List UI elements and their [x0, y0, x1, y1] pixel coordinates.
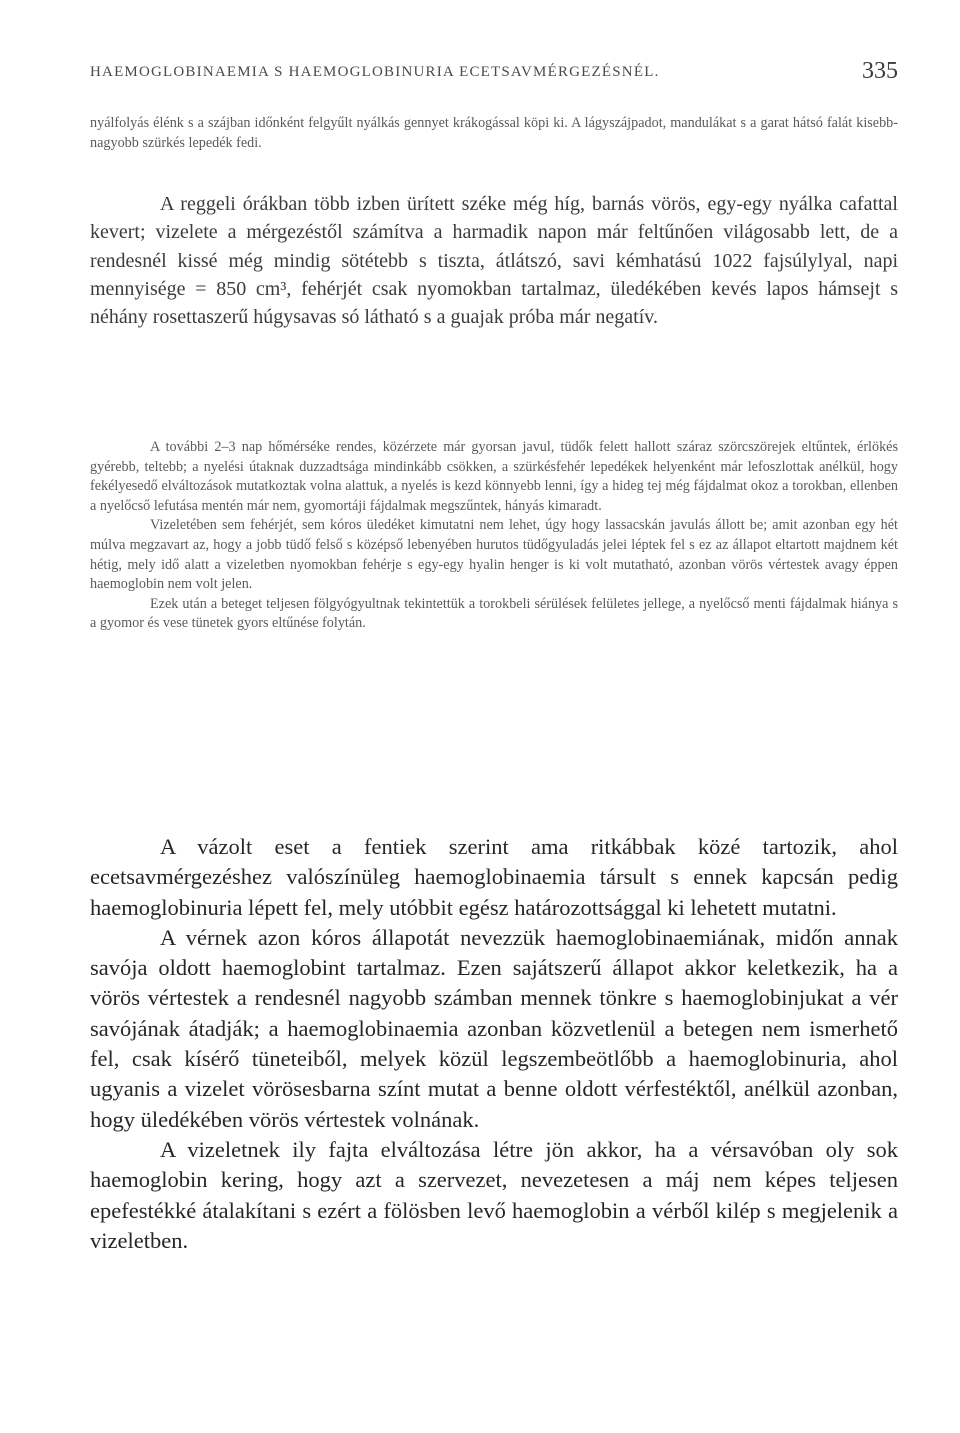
morning-paragraph: A reggeli órákban több izben ürített széke még híg, barnás vörös, egy-egy nyálka cafattal kevert; vizelete a mérgezéstől számítva a harmadik napon már feltűnően világosabb lett, de a rendesnél kissé még mindig sötétebb s tiszta, átlátszó, savi kémhatású 1022 fajsúlylyal, napi mennyisége = 850 cm³, fehérjét csak nyomokban tartalmaz, üledékében kevés lapos hámsejt s néhány rosettaszerű húgysavas só látható s a guajak próba már negatív. [90, 193, 898, 329]
running-head: HAEMOGLOBINAEMIA S HAEMOGLOBINURIA ECETSAVMÉRGEZÉSNÉL. [90, 64, 660, 80]
definition-paragraph: A vérnek azon kóros állapotát nevezzük haemoglobinaemiának, midőn annak savója oldott haemoglobint tartalmaz. Ezen sajátszerű állapot akkor keletkezik, ha a vörös vértestek a rendesnél nagyobb számban mennek tönkre s haemoglobinjukat a vér savójának átadják; a haemoglobinaemia azonban közvetlenül a betegen nem ismerhető fel, csak kísérő tüneteiből, melyek közül legszembeötlőbb a haemoglobinuria, ahol ugyanis a vizelet vörösesbarna színt mutat a benne oldott vérfestéktől, anélkül azonban, hogy üledékében vörös vértestek volnának. [90, 924, 898, 1132]
mechanism-paragraph: A vizeletnek ily fajta elváltozása létre jön akkor, ha a vérsavóban oly sok haemoglobin kering, hogy azt a szervezet, nevezetesen a máj nem képes teljesen epefestékké átalakítani s ezért a fölösben levő haemoglobin a vérből kilép s megjelenik a vizeletben. [90, 1136, 898, 1253]
intro-paragraph: nyálfolyás élénk s a szájban időnként felgyűlt nyálkás gennyet krákogással köpi ki. A lágyszájpadot, mandulákat s a garat hátsó falát kisebb-nagyobb szürkés lepedék fedi. [90, 115, 898, 151]
recovery-paragraph: A további 2–3 nap hőmérséke rendes, közérzete már gyorsan javul, tüdők felett hallott száraz szörcszörejek eltűntek, érlökés gyérebb, teltebb; a nyelési útaknak duzzadtsága mindinkább csökken, a szürkésfehér lepedékek helyenként már lefoszlottak anélkül, hogy fekélyesedő elváltozások mutatkoztak volna alattuk, a nyelés is kezd könnyebb lenni, így a hideg tej még fájdalmat okoz a torokban, ellenben a nyelőcső lefutása mentén már nem, gyomortáji fájdalmak megszűntek, hányás kimaradt. [90, 439, 898, 514]
conclusion-paragraph: Ezek után a beteget teljesen fölgyógyultnak tekintettük a torokbeli sérülések felületes jellege, a nyelőcső menti fájdalmak hiánya s a gyomor és vese tünetek gyors eltűnése folytán. [90, 595, 898, 632]
urine-paragraph: Vizeletében sem fehérjét, sem kóros üledéket kimutatni nem lehet, úgy hogy lassacskán javulás állott be; amit azonban egy hét múlva megzavart az, hogy a jobb tüdő felső s középső lebenyében hurutos tüdőgyuladás jelei léptek fel s ez az állapot eltartott majdnem két hétig, mely idő alatt a vizeletben nyomokban fehérje s egy-egy hyalin henger is ki volt mutatható, azonban vörös vértestek avagy éppen haemoglobin nem volt jelen. [90, 517, 898, 593]
page-header [90, 58, 898, 92]
case-summary-paragraph: A vázolt eset a fentiek szerint ama ritkábbak közé tartozik, ahol ecetsavmérgezéshez valószínüleg haemoglobinaemia társult s ennek kapcsán pedig haemoglobinuria lépett fel, mely utóbbit egész határozottsággal ki lehetett mutatni. [90, 834, 898, 920]
recovery-block [90, 438, 898, 634]
morning-block [90, 190, 898, 331]
intro-block [90, 114, 898, 153]
discussion-block [90, 832, 898, 1256]
page-number: 335 [862, 58, 898, 84]
